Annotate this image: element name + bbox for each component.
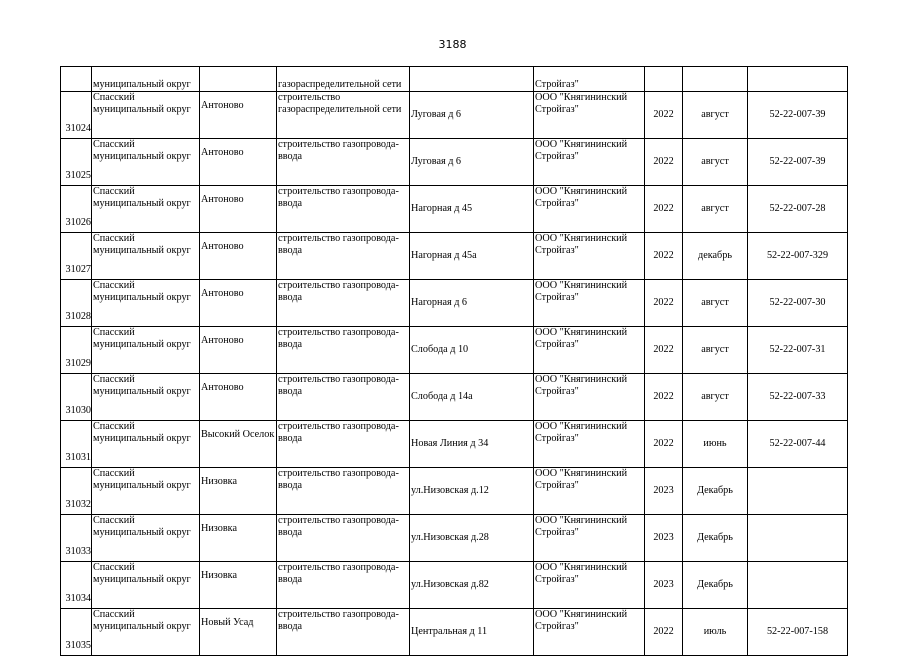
- cell-work: строительство газопровода-ввода: [277, 233, 410, 280]
- cell-org: ООО "Княгининский Стройгаз": [534, 421, 645, 468]
- cell-num: 31025: [61, 139, 92, 186]
- cell-address: Новая Линия д 34: [410, 421, 534, 468]
- cell-org: ООО "Княгининский Стройгаз": [534, 609, 645, 656]
- cell-year: 2022: [645, 139, 683, 186]
- cell-work: строительство газопровода-ввода: [277, 468, 410, 515]
- cell-num: 31024: [61, 92, 92, 139]
- table-row: [61, 515, 848, 562]
- cell-address: Слобода д 10: [410, 327, 534, 374]
- cell-year: 2022: [645, 374, 683, 421]
- cell-year: 2022: [645, 92, 683, 139]
- cell-month: Декабрь: [683, 515, 748, 562]
- cell-address: ул.Низовская д.82: [410, 562, 534, 609]
- cell-num: 31030: [61, 374, 92, 421]
- cell-address: ул.Низовская д.12: [410, 468, 534, 515]
- cell-settlement: Низовка: [200, 468, 277, 515]
- cell-num: 31029: [61, 327, 92, 374]
- cell-work: строительство газопровода-ввода: [277, 186, 410, 233]
- cell-code: [748, 515, 848, 562]
- cell-work: строительство газопровода-ввода: [277, 374, 410, 421]
- cell-year: 2022: [645, 233, 683, 280]
- cell-num: 31034: [61, 562, 92, 609]
- cell-org: ООО "Княгининский Стройгаз": [534, 515, 645, 562]
- table-row: [61, 468, 848, 515]
- table-row: [61, 233, 848, 280]
- cell-settlement: Низовка: [200, 515, 277, 562]
- cell-month: август: [683, 139, 748, 186]
- cell-org: ООО "Княгининский Стройгаз": [534, 139, 645, 186]
- cell-settlement: Антоново: [200, 327, 277, 374]
- table-row: [61, 139, 848, 186]
- cell-work: строительство газопровода-ввода: [277, 515, 410, 562]
- cell-year: 2023: [645, 515, 683, 562]
- cell-code: 52-22-007-28: [748, 186, 848, 233]
- cell-num: 31033: [61, 515, 92, 562]
- cell-settlement: Антоново: [200, 92, 277, 139]
- cell-year: 2023: [645, 562, 683, 609]
- cell-year: 2022: [645, 327, 683, 374]
- table-row: [61, 609, 848, 656]
- cell-district: Спасский муниципальный округ: [92, 562, 200, 609]
- cell-org: ООО "Княгининский Стройгаз": [534, 92, 645, 139]
- cell-num: 31035: [61, 609, 92, 656]
- cell-work: газораспределительной сети: [277, 67, 410, 92]
- cell-month: Декабрь: [683, 468, 748, 515]
- cell-month: август: [683, 280, 748, 327]
- cell-num: [61, 67, 92, 92]
- page-number: 3188: [438, 38, 467, 51]
- table-row: [61, 186, 848, 233]
- cell-address: Нагорная д 45а: [410, 233, 534, 280]
- cell-settlement: [200, 67, 277, 92]
- table-row-continued: [61, 67, 848, 92]
- cell-address: Луговая д 6: [410, 139, 534, 186]
- cell-district: Спасский муниципальный округ: [92, 327, 200, 374]
- cell-code: 52-22-007-30: [748, 280, 848, 327]
- cell-settlement: Антоново: [200, 280, 277, 327]
- table-row: [61, 327, 848, 374]
- cell-month: [683, 67, 748, 92]
- cell-address: ул.Низовская д.28: [410, 515, 534, 562]
- cell-month: август: [683, 92, 748, 139]
- cell-month: декабрь: [683, 233, 748, 280]
- cell-district: Спасский муниципальный округ: [92, 421, 200, 468]
- cell-address: Луговая д 6: [410, 92, 534, 139]
- cell-year: [645, 67, 683, 92]
- cell-district: Спасский муниципальный округ: [92, 609, 200, 656]
- cell-work: строительство газопровода-ввода: [277, 421, 410, 468]
- table-row: [61, 280, 848, 327]
- cell-work: строительство газопровода-ввода: [277, 562, 410, 609]
- cell-code: 52-22-007-329: [748, 233, 848, 280]
- table-row: [61, 421, 848, 468]
- cell-month: август: [683, 186, 748, 233]
- cell-district: Спасский муниципальный округ: [92, 92, 200, 139]
- cell-num: 31027: [61, 233, 92, 280]
- cell-code: 52-22-007-31: [748, 327, 848, 374]
- cell-settlement: Новый Усад: [200, 609, 277, 656]
- cell-address: Центральная д 11: [410, 609, 534, 656]
- cell-work: строительство газопровода-ввода: [277, 139, 410, 186]
- gasification-table: [60, 66, 848, 656]
- cell-work: строительство газораспределительной сети: [277, 92, 410, 139]
- cell-year: 2023: [645, 468, 683, 515]
- cell-district: Спасский муниципальный округ: [92, 233, 200, 280]
- cell-year: 2022: [645, 280, 683, 327]
- cell-work: строительство газопровода-ввода: [277, 609, 410, 656]
- cell-num: 31032: [61, 468, 92, 515]
- table-row: [61, 562, 848, 609]
- cell-month: июль: [683, 609, 748, 656]
- cell-year: 2022: [645, 421, 683, 468]
- cell-month: Декабрь: [683, 562, 748, 609]
- cell-org: ООО "Княгининский Стройгаз": [534, 186, 645, 233]
- cell-month: август: [683, 327, 748, 374]
- cell-settlement: Антоново: [200, 374, 277, 421]
- cell-district: муниципальный округ: [92, 67, 200, 92]
- cell-org: ООО "Княгининский Стройгаз": [534, 233, 645, 280]
- cell-settlement: Антоново: [200, 186, 277, 233]
- cell-org: ООО "Княгининский Стройгаз": [534, 327, 645, 374]
- cell-address: Нагорная д 45: [410, 186, 534, 233]
- cell-code: [748, 562, 848, 609]
- cell-num: 31031: [61, 421, 92, 468]
- cell-district: Спасский муниципальный округ: [92, 280, 200, 327]
- cell-settlement: Антоново: [200, 233, 277, 280]
- table-row: [61, 92, 848, 139]
- cell-address: [410, 67, 534, 92]
- cell-address: Слобода д 14а: [410, 374, 534, 421]
- cell-org: ООО "Княгининский Стройгаз": [534, 374, 645, 421]
- cell-month: июнь: [683, 421, 748, 468]
- cell-work: строительство газопровода-ввода: [277, 280, 410, 327]
- cell-org: ООО "Княгининский Стройгаз": [534, 468, 645, 515]
- cell-code: 52-22-007-158: [748, 609, 848, 656]
- cell-district: Спасский муниципальный округ: [92, 374, 200, 421]
- cell-district: Спасский муниципальный округ: [92, 139, 200, 186]
- cell-settlement: Антоново: [200, 139, 277, 186]
- cell-num: 31028: [61, 280, 92, 327]
- cell-num: 31026: [61, 186, 92, 233]
- cell-code: 52-22-007-39: [748, 139, 848, 186]
- cell-settlement: Высокий Оселок: [200, 421, 277, 468]
- table-row: [61, 374, 848, 421]
- cell-year: 2022: [645, 609, 683, 656]
- cell-code: [748, 67, 848, 92]
- cell-code: 52-22-007-33: [748, 374, 848, 421]
- cell-org: ООО "Княгининский Стройгаз": [534, 280, 645, 327]
- cell-district: Спасский муниципальный округ: [92, 468, 200, 515]
- cell-year: 2022: [645, 186, 683, 233]
- cell-month: август: [683, 374, 748, 421]
- cell-district: Спасский муниципальный округ: [92, 515, 200, 562]
- cell-address: Нагорная д 6: [410, 280, 534, 327]
- cell-org: ООО "Княгининский Стройгаз": [534, 562, 645, 609]
- cell-code: [748, 468, 848, 515]
- cell-work: строительство газопровода-ввода: [277, 327, 410, 374]
- cell-code: 52-22-007-39: [748, 92, 848, 139]
- cell-settlement: Низовка: [200, 562, 277, 609]
- cell-code: 52-22-007-44: [748, 421, 848, 468]
- cell-district: Спасский муниципальный округ: [92, 186, 200, 233]
- cell-org: Стройгаз": [534, 67, 645, 92]
